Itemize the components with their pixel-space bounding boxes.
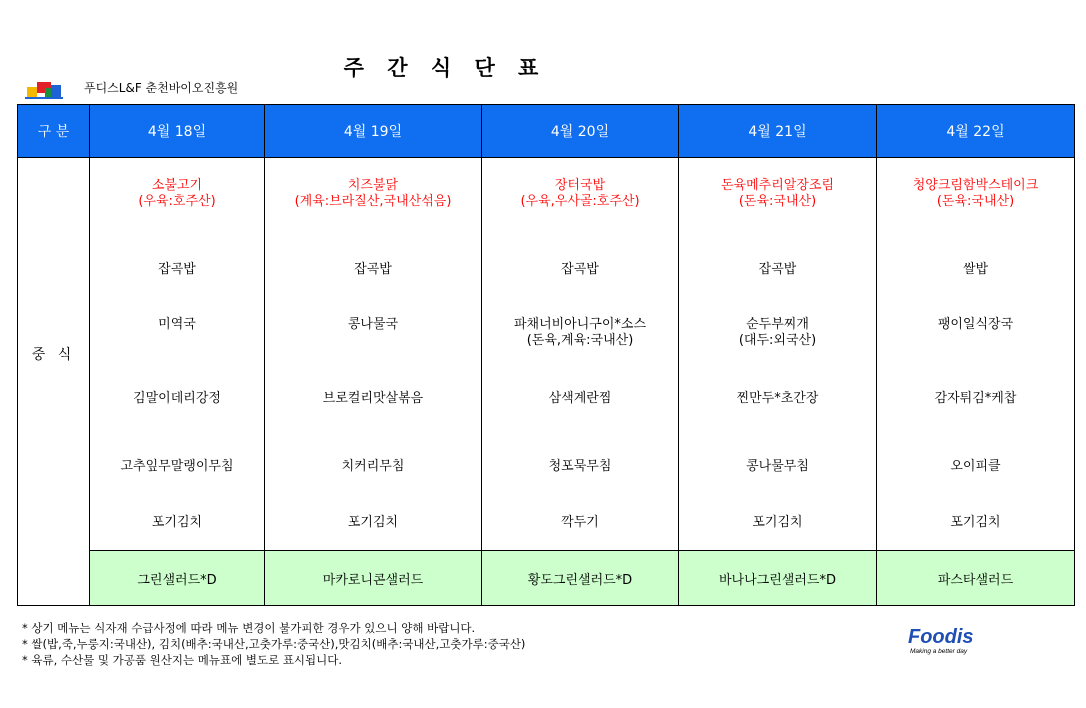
main-dish-origin: (돈육:국내산) <box>936 194 1015 209</box>
lunch-row <box>18 158 1075 551</box>
side-dish: 감자튀김*케찹 <box>934 391 1017 406</box>
kimchi: 깍두기 <box>561 515 599 530</box>
main-dish: 치즈불닭 <box>347 178 399 193</box>
rice: 잡곡밥 <box>354 262 392 277</box>
rice: 잡곡밥 <box>758 262 797 277</box>
side-dish: 찐만두*초간장 <box>736 391 819 406</box>
salad: 파스타샐러드 <box>877 551 1075 606</box>
soup-origin: (대두:외국산) <box>738 333 817 348</box>
page-title: 주 간 식 단 표 <box>343 56 547 80</box>
salad: 그린샐러드*D <box>90 551 265 606</box>
main-dish-origin: (우육:호주산) <box>138 194 216 209</box>
main-dish: 소불고기 <box>151 178 203 193</box>
company-name: 푸디스L&F 춘천바이오진흥원 <box>84 81 239 95</box>
side-dish: 콩나물무침 <box>746 459 809 474</box>
category-header: 구 분 <box>18 105 90 158</box>
side-dish: 김말이데리강정 <box>133 391 221 406</box>
soup: 미역국 <box>158 317 196 332</box>
salad-row <box>18 551 1075 606</box>
meal-label: 중 식 <box>18 158 90 551</box>
main-dish: 장터국밥 <box>554 178 606 193</box>
main-dish-origin: (우육,우사골:호주산) <box>520 194 640 209</box>
kimchi: 포기김치 <box>752 515 803 530</box>
side-dish: 오이피클 <box>950 459 1001 474</box>
kimchi: 포기김치 <box>151 515 203 530</box>
brand-logo: Foodis <box>908 626 974 648</box>
date-header: 4월 21일 <box>679 105 877 158</box>
side-dish: 치커리무침 <box>341 459 405 474</box>
date-header: 4월 18일 <box>90 105 265 158</box>
brand-tagline: Making a better day <box>910 648 968 655</box>
side-dish: 브로컬리맛살볶음 <box>322 391 424 406</box>
day-menu-cell <box>90 158 265 551</box>
date-header: 4월 20일 <box>482 105 679 158</box>
day-menu-cell <box>265 158 482 551</box>
rice: 잡곡밥 <box>561 262 599 277</box>
weekly-menu-table <box>17 104 1075 606</box>
main-dish-origin: (돈육:국내산) <box>738 194 817 209</box>
main-dish-origin: (계육:브라질산,국내산섞음) <box>294 194 452 209</box>
footnote: * 쌀(밥,죽,누룽지:국내산), 김치(배추:국내산,고춧가루:중국산),맛김치(배추:국내산,고춧가루:중국산) <box>22 637 526 651</box>
soup: 파채너비아니구이*소스 <box>513 317 647 332</box>
date-header: 4월 22일 <box>877 105 1075 158</box>
footnotes <box>22 620 525 668</box>
header-row <box>18 105 1075 158</box>
salad: 마카로니콘샐러드 <box>265 551 482 606</box>
kimchi: 포기김치 <box>347 515 399 530</box>
soup: 순두부찌개 <box>746 317 809 332</box>
rice: 쌀밥 <box>962 262 989 277</box>
date-header: 4월 19일 <box>265 105 482 158</box>
day-menu-cell <box>482 158 679 551</box>
day-menu-cell <box>679 158 877 551</box>
side-dish: 고추잎무말랭이무침 <box>120 459 234 474</box>
salad: 바나나그린샐러드*D <box>679 551 877 606</box>
kimchi: 포기김치 <box>950 515 1001 530</box>
main-dish: 청양크림함박스테이크 <box>912 178 1039 193</box>
side-dish: 청포묵무침 <box>548 459 612 474</box>
soup: 팽이일식장국 <box>937 317 1014 332</box>
footnote: * 상기 메뉴는 식자재 수급사정에 따라 메뉴 변경이 불가피한 경우가 있으니 양해 바랍니다. <box>22 621 476 635</box>
empty-category-cell <box>18 551 90 606</box>
side-dish: 삼색계란찜 <box>548 391 612 406</box>
main-dish: 돈육메추리알장조림 <box>720 178 835 193</box>
day-menu-cell <box>877 158 1075 551</box>
soup: 콩나물국 <box>347 317 399 332</box>
company-logo <box>25 76 65 100</box>
footnote: * 육류, 수산물 및 가공품 원산지는 메뉴표에 별도로 표시됩니다. <box>22 653 343 667</box>
soup-origin: (돈육,계육:국내산) <box>526 333 634 348</box>
salad: 황도그린샐러드*D <box>482 551 679 606</box>
rice: 잡곡밥 <box>158 262 196 277</box>
